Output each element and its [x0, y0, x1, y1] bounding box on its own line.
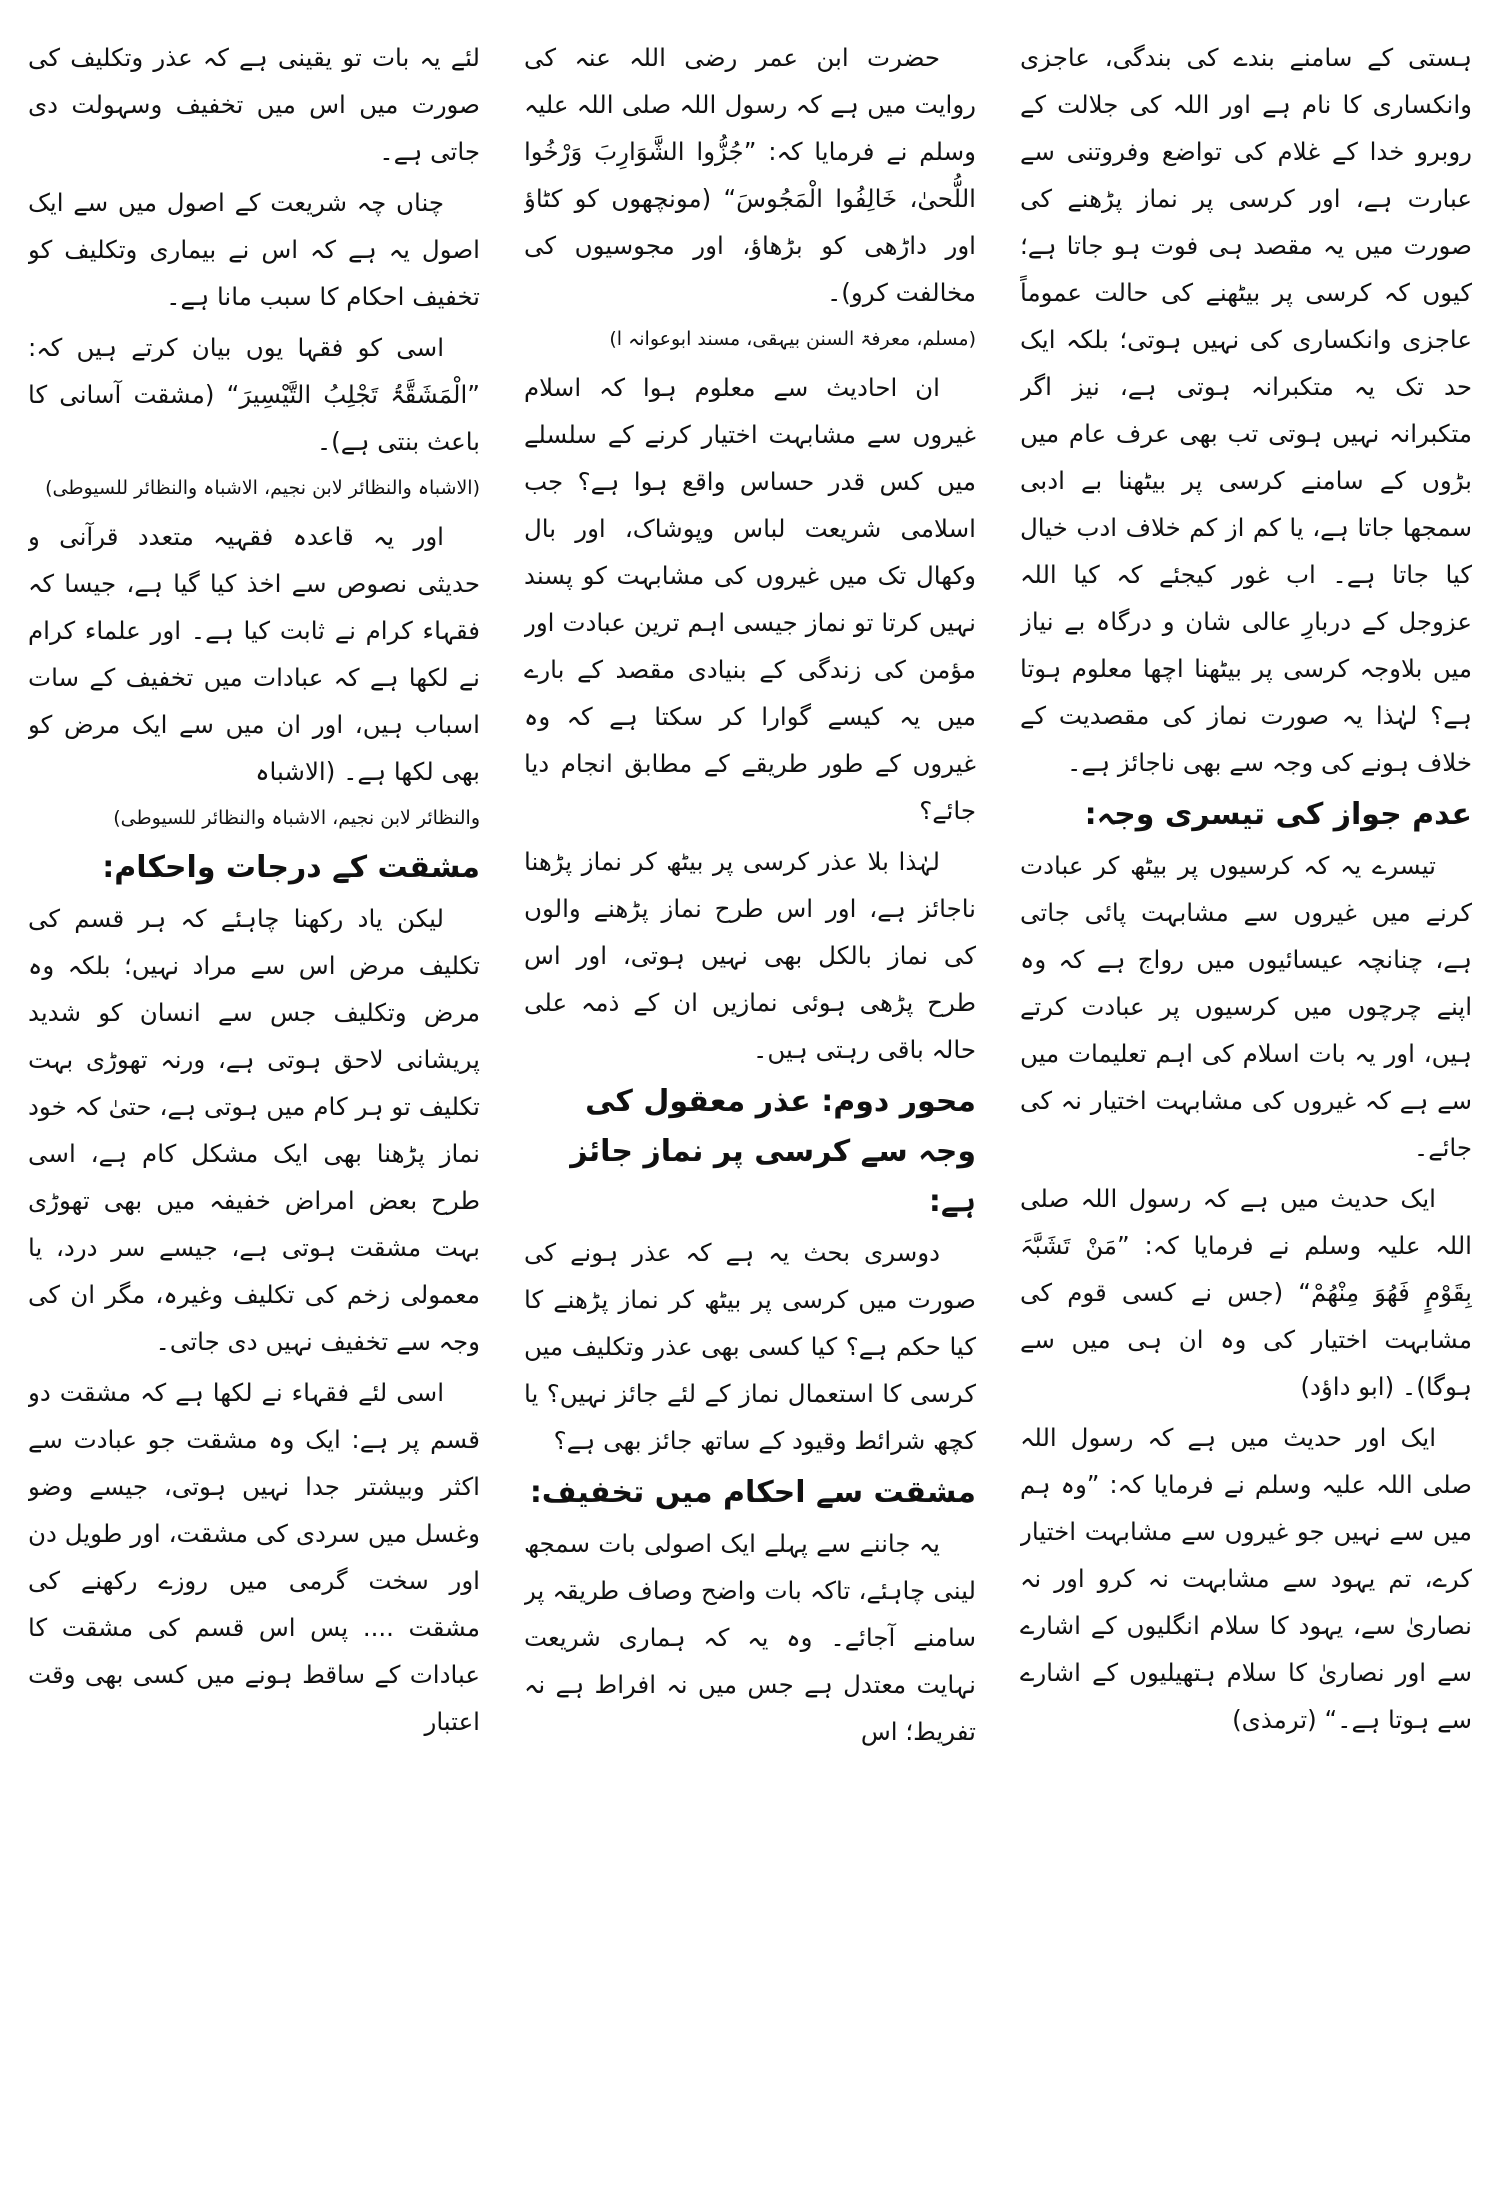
- body-paragraph: ایک حدیث میں ہے کہ رسول اللہ صلی اللہ علیہ وسلم نے فرمایا کہ: ”مَنْ تَشَبَّہَ بِقَوْمٍ فَھُوَ مِنْھُمْ“ (جس نے کسی قوم کی مشابہت اختیار کی وہ ان ہی میں سے ہوگا)۔ (ابو داؤد): [1020, 1184, 1472, 1401]
- body-paragraph: اسی کو فقہا یوں بیان کرتے ہیں کہ: ”الْمَشَقَّۃُ تَجْلِبُ التَّیْسِیرَ“ (مشقت آسانی کا باعث بنتی ہے)۔: [28, 333, 480, 456]
- text-column-left: [28, 34, 480, 2180]
- body-paragraph: دوسری بحث یہ ہے کہ عذر ہونے کی صورت میں کرسی پر بیٹھ کر نماز پڑھنے کا کیا حکم ہے؟ کیا کسی بھی عذر وتکلیف میں کرسی کا استعمال نماز کے لئے جائز نہیں؟ یا کچھ شرائط وقیود کے ساتھ جائز بھی ہے؟: [524, 1238, 976, 1455]
- body-paragraph: ایک اور حدیث میں ہے کہ رسول اللہ صلی اللہ علیہ وسلم نے فرمایا کہ: ”وہ ہم میں سے نہیں جو غیروں سے مشابہت اختیار کرے، تم یہود سے مشابہت نہ کرو اور نہ نصاریٰ سے، یہود کا سلام انگلیوں کے اشارے سے اور نصاریٰ کا سلام ہتھیلیوں کے اشارے سے ہوتا ہے۔“ (ترمذی): [1020, 1423, 1472, 1734]
- body-paragraph: حضرت ابن عمر رضی اللہ عنہ کی روایت میں ہے کہ رسول اللہ صلی اللہ علیہ وسلم نے فرمایا کہ: ”جُزُّوا الشَّوَارِبَ وَرْخُوا اللُّحیٰ، خَالِفُوا الْمَجُوسَ“ (مونچھوں کو کٹاؤ اور داڑھی کو بڑھاؤ، اور مجوسیوں کی مخالفت کرو)۔: [524, 43, 976, 307]
- citation-reference: (الاشباہ والنظائر لابن نجیم، الاشباہ والنظائر للسیوطی): [45, 477, 480, 499]
- text-column-middle: [524, 34, 976, 2180]
- body-paragraph: چناں چہ شریعت کے اصول میں سے ایک اصول یہ ہے کہ اس نے بیماری وتکلیف کو تخفیف احکام کا سبب مانا ہے۔: [28, 188, 480, 311]
- citation-reference: (مسلم، معرفۃ السنن بیہقی، مسند ابوعوانہ ا): [609, 328, 976, 350]
- section-heading: محور دوم: عذر معقول کی وجہ سے کرسی پر نماز جائز ہے:: [570, 1084, 976, 1219]
- body-paragraph: ان احادیث سے معلوم ہوا کہ اسلام غیروں سے مشابہت اختیار کرنے کے سلسلے میں کس قدر حساس واقع ہوا ہے؟ جب اسلامی شریعت لباس وپوشاک، اور بال وکھال تک میں غیروں کی مشابہت کو پسند نہیں کرتا تو نماز جیسی اہم ترین عبادت اور مؤمن کی زندگی کے بنیادی مقصد کے بارے میں یہ کیسے گوارا کر سکتا ہے کہ وہ غیروں کے طور طریقے کے مطابق انجام دیا جائے؟: [524, 373, 976, 825]
- section-heading: مشقت سے احکام میں تخفیف:: [529, 1475, 976, 1510]
- citation-reference: والنظائر لابن نجیم، الاشباہ والنظائر للسیوطی): [113, 807, 480, 829]
- body-paragraph: لہٰذا بلا عذر کرسی پر بیٹھ کر نماز پڑھنا ناجائز ہے، اور اس طرح نماز پڑھنے والوں کی نماز بالکل بھی نہیں ہوتی، اور اس طرح پڑھی ہوئی نمازیں ان کے ذمہ علی حالہ باقی رہتی ہیں۔: [524, 847, 976, 1064]
- body-paragraph: یہ جاننے سے پہلے ایک اصولی بات سمجھ لینی چاہئے، تاکہ بات واضح وصاف طریقہ پر سامنے آجائے۔ وہ یہ کہ ہماری شریعت نہایت معتدل ہے جس میں نہ افراط ہے نہ تفریط؛ اس: [524, 1529, 976, 1746]
- body-paragraph: اسی لئے فقہاء نے لکھا ہے کہ مشقت دو قسم پر ہے: ایک وہ مشقت جو عبادت سے اکثر وبیشتر جدا نہیں ہوتی، جیسے وضو وغسل میں سردی کی مشقت، اور طویل دن اور سخت گرمی میں روزے رکھنے کی مشقت .... پس اس قسم کی مشقت کا عبادات کے ساقط ہونے میں کسی بھی وقت اعتبار: [28, 1378, 480, 1736]
- section-heading: عدم جواز کی تیسری وجہ:: [1084, 797, 1472, 832]
- body-paragraph: لئے یہ بات تو یقینی ہے کہ عذر وتکلیف کی صورت میں اس میں تخفیف وسہولت دی جاتی ہے۔: [28, 43, 480, 166]
- body-paragraph: تیسرے یہ کہ کرسیوں پر بیٹھ کر عبادت کرنے میں غیروں سے مشابہت پائی جاتی ہے، چنانچہ عیسائیوں میں رواج ہے کہ وہ اپنے چرچوں میں کرسیوں پر عبادت کرتے ہیں، اور یہ بات اسلام کی اہم تعلیمات میں سے ہے کہ غیروں کی مشابہت اختیار نہ کی جائے۔: [1020, 851, 1472, 1162]
- text-column-right: [1020, 34, 1472, 2180]
- body-paragraph: لیکن یاد رکھنا چاہئے کہ ہر قسم کی تکلیف مرض اس سے مراد نہیں؛ بلکہ وہ مرض وتکلیف جس سے انسان کو شدید پریشانی لاحق ہوتی ہے، ورنہ تھوڑی بہت تکلیف تو ہر کام میں ہوتی ہے، حتیٰ کہ خود نماز پڑھنا بھی ایک مشکل کام ہے، اسی طرح بعض امراض خفیفہ میں بھی تھوڑی بہت مشقت ہوتی ہے، جیسے سر درد، یا معمولی زخم کی تکلیف وغیرہ، مگر ان کی وجہ سے تخفیف نہیں دی جاتی۔: [28, 904, 480, 1356]
- body-paragraph: اور یہ قاعدہ فقہیہ متعدد قرآنی و حدیثی نصوص سے اخذ کیا گیا ہے، جیسا کہ فقہاء کرام نے ثابت کیا ہے۔ اور علماء کرام نے لکھا ہے کہ عبادات میں تخفیف کے سات اسباب ہیں، اور ان میں سے ایک مرض کو بھی لکھا ہے۔ (الاشباہ: [28, 522, 480, 786]
- body-paragraph: ہستی کے سامنے بندے کی بندگی، عاجزی وانکساری کا نام ہے اور اللہ کی جلالت کے روبرو خدا کے غلام کی تواضع وفروتنی سے عبارت ہے، اور کرسی پر نماز پڑھنے کی صورت میں یہ مقصد ہی فوت ہو جاتا ہے؛ کیوں کہ کرسی پر بیٹھنے کی حالت عموماً عاجزی وانکساری کی نہیں ہوتی؛ بلکہ ایک حد تک یہ متکبرانہ ہوتی ہے، نیز اگر متکبرانہ نہیں ہوتی تب بھی عرف عام میں بڑوں کے سامنے کرسی پر بیٹھنا بے ادبی سمجھا جاتا ہے، یا کم از کم خلاف ادب خیال کیا جاتا ہے۔ اب غور کیجئے کہ کیا اللہ عزوجل کے دربارِ عالی شان و درگاہ بے نیاز میں بلاوجہ کرسی پر بیٹھنا اچھا معلوم ہوتا ہے؟ لہٰذا یہ صورت نماز کی مقصدیت کے خلاف ہونے کی وجہ سے بھی ناجائز ہے۔: [1020, 43, 1472, 777]
- section-heading: مشقت کے درجات واحکام:: [102, 850, 480, 885]
